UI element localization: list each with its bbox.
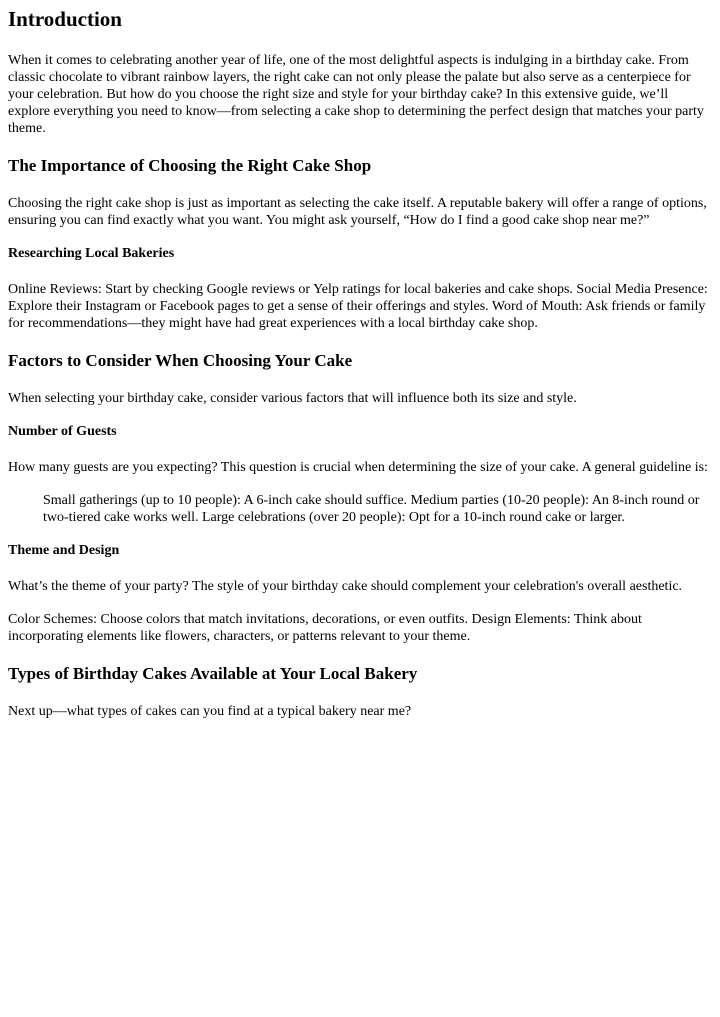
types-paragraph: Next up—what types of cakes can you find at a typical bakery near me? xyxy=(8,704,412,719)
theme-paragraph-1: What’s the theme of your party? The style of your birthday cake should complement your celebration's overall aesthetic. xyxy=(8,579,683,594)
cake-shop-paragraph: Choosing the right cake shop is just as important as selecting the cake itself. A reputable bakery will offer a range of options, ensuring you can find exactly what you want. You might ask yourself, “How do I find a good cake shop near me?” xyxy=(8,196,707,228)
theme-paragraph-2: Color Schemes: Choose colors that match invitations, decorations, or even outfits. Design Elements: Think about incorporating elements like flowers, characters, or patterns relevant to your theme. xyxy=(8,612,642,644)
researching-paragraph: Online Reviews: Start by checking Google reviews or Yelp ratings for local bakeries and cake shops. Social Media Presence: Explore their Instagram or Facebook pages to get a sense of their offerings and styles. Word of Mouth: Ask friends or family for recommendations—they might have had great experiences with a local birthday cake shop. xyxy=(8,282,708,331)
guests-paragraph: How many guests are you expecting? This question is crucial when determining the size of your cake. A general guideline is: xyxy=(8,460,708,475)
researching-heading: Researching Local Bakeries xyxy=(8,246,175,261)
intro-heading: Introduction xyxy=(8,7,122,31)
types-heading: Types of Birthday Cakes Available at Your Local Bakery xyxy=(8,664,418,683)
factors-heading: Factors to Consider When Choosing Your Cake xyxy=(8,351,353,370)
factors-paragraph: When selecting your birthday cake, consider various factors that will influence both its size and style. xyxy=(8,391,577,406)
intro-paragraph: When it comes to celebrating another year of life, one of the most delightful aspects is indulging in a birthday cake. From classic chocolate to vibrant rainbow layers, the right cake can not only please the palate but also serve as a centerpiece for your celebration. But how do you choose the right size and style for your birthday cake? In this extensive guide, we’ll explore everything you need to know—from selecting a cake shop to determining the perfect design that matches your party theme. xyxy=(8,53,704,136)
guests-heading: Number of Guests xyxy=(8,424,117,439)
guests-guideline-quote: Small gatherings (up to 10 people): A 6-inch cake should suffice. Medium parties (10-20 people): An 8-inch round or two-tiered cake works well. Large celebrations (over 20 people): Opt for a 10-inch round cake or larger. xyxy=(43,493,700,525)
cake-shop-heading: The Importance of Choosing the Right Cake Shop xyxy=(8,156,372,175)
theme-heading: Theme and Design xyxy=(8,543,120,558)
